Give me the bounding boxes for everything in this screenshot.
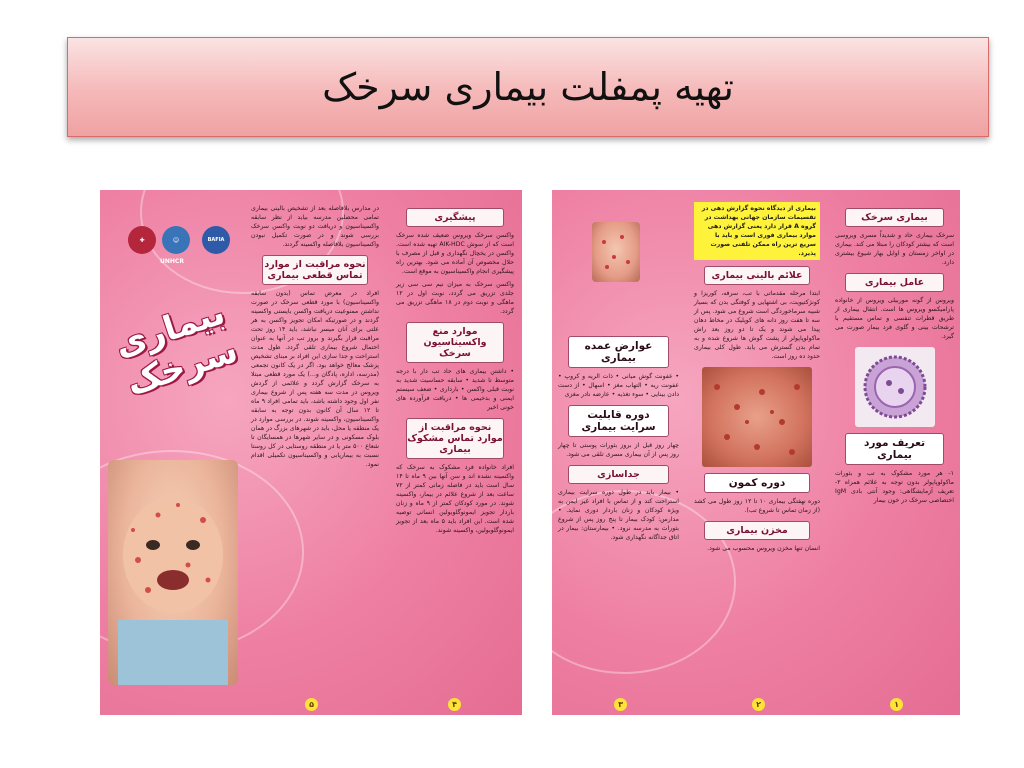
- disease-agent-heading: عامل بیماری: [845, 273, 945, 292]
- bafia-logo: BAFIA: [202, 226, 230, 254]
- contraindications-text: • داشتن بیماری های حاد تب دار با درجه متوسط تا شدید • سابقه حساسیت شدید به نوبت قبلی واکسن • بارداری • ضعف سیستم ایمنی و بدخیمی ها • دریافت فرآورده های خونی اخیر: [396, 368, 514, 411]
- complications-heading: عوارض عمده بیماری: [568, 336, 669, 368]
- measles-disease-text: سرخک بیماری حاد و شدیداً مسری ویروسی است که بیشتر کودکان را مبتلا می کند. بیماری در اواخر زمستان و اوایل بهار شیوع بیشتری دارد.: [835, 232, 954, 266]
- clinical-signs-heading: علائم بالینی بیماری: [704, 266, 809, 285]
- complications-text: • عفونت گوش میانی • ذات الریه و کروپ • عفونت ریه • التهاب مغز • اسهال • از دست دادن بینایی • سوء تغذیه • عارضه نادر مغزی: [558, 373, 679, 398]
- definite-contact-care-text: افراد در معرض تماس (بدون سابقه واکسیناسیون) با مورد قطعی سرخک در صورت نداشتن ممنوعیت دریافت واکسن بایستی واکسینه گردند و در صورتیکه امکان تجویز واکسن به هر علتی برای آنان میسر نباشد، باید ۱۴ روز تحت مراقبت قرار بگیرند و بروز تب در آنها به عنوان احتمال شروع بیماری تلقی گردد. طول مدت استراحت و جدا سازی این افراد بر مبنای تشخیص پزشک معالج خواهد بود. اگر در یک کانون تجمعی (مدرسه، اداره، پادگان و...) یک مورد قطعی مبتلا به سرخک گزارش گردد و علائمی از گردش ویروس در مدت سه هفته پس از شروع بیماری نفر اول وجود داشته باشد، باید تمامی افراد ۹ ماه تا ۱۲ سال آن کانون بدون توجه به سابقه واکسیناسیون، واکسینه شوند. در بررسی موارد در یک منطقه یا محل، باید در شهرهای بزرگ در همان بلوک مسکونی و در سایر شهرها در همسایگان تا شعاع ۵۰۰ متر یا در منطقه روستایی در کل روستا نسبت به بیماریابی و واکسیناسیون تکمیلی اقدام نمود.: [251, 290, 379, 468]
- reservoir-heading: مخزن بیماری: [704, 521, 809, 540]
- suspected-contact-care-heading: نحوه مراقبت از موارد تماس مشکوک بیماری: [406, 418, 505, 459]
- incubation-text: دوره نهفتگی بیماری ۱۰ تا ۱۲ روز طول می کشد (از زمان تماس تا شروع تب).: [694, 498, 821, 514]
- slide-title-bar: [67, 37, 989, 137]
- page-number-3: ۳: [614, 698, 627, 711]
- contagious-period-heading: دوره قابلیت سرایت بیماری: [568, 405, 669, 437]
- child-with-rash-photo: [592, 222, 640, 282]
- unhcr-label: UNHCR: [160, 258, 184, 265]
- page-number-4: ۴: [448, 698, 461, 711]
- page-number-5: ۵: [305, 698, 318, 711]
- rash-pattern-illustration: [702, 367, 812, 467]
- cover-title: بیماری سرخک: [109, 292, 243, 404]
- outside-right-panel: [390, 198, 520, 707]
- measles-disease-heading: بیماری سرخک: [845, 208, 945, 227]
- isolation-heading: جداسازی: [568, 465, 669, 484]
- inside-right-panel: [829, 198, 960, 707]
- prevention-heading: پیشگیری: [406, 208, 505, 227]
- reservoir-text: انسان تنها مخزن ویروس محسوب می شود.: [707, 545, 820, 552]
- ministry-logo: ✚: [128, 226, 156, 254]
- unicef-logo: ☺: [162, 226, 190, 254]
- virus-microscope-image: [855, 347, 935, 427]
- prevention-text: واکسن سرخک ویروس ضعیف شده سرخک است که از سوش AIK-HDC تهیه شده است. واکسن در یخچال نگهداری و قبل از مصرف با حلال مخصوص آن آماده می شود. بهترین راه پیشگیری انجام واکسیناسیون به موقع است.: [396, 232, 514, 275]
- outside-middle-panel: [245, 198, 385, 707]
- reporting-highlight: بیماری از دیدگاه نحوه گزارش دهی در تقسیمات سازمان جهانی بهداشت در گروه A قرار دارد یعنی گزارش دهی موارد بیماری فوری است و باید با سریع ترین راه ممکن تلفنی صورت پذیرد.: [694, 202, 820, 260]
- incubation-heading: دوره کمون: [704, 473, 809, 493]
- vaccine-dose-text: واکسن سرخک به میزان نیم سی سی زیر جلدی تزریق می گردد، نوبت اول در ۱۲ ماهگی و نوبت دوم در ۱۸ ماهگی تزریق می گردد.: [396, 281, 514, 315]
- rash-body-photo: [702, 367, 812, 467]
- case-definition-text: ۱- هر مورد مشکوک به تب و بثورات ماکولوپاپولر بدون توجه به علائم همراه ۲- تعریف آزمایشگاهی: وجود آنتی بادی IgM اختصاصی سرخک در خون بیمار: [835, 470, 954, 504]
- virus-illustration: [855, 347, 935, 427]
- inside-left-panel: [552, 198, 685, 707]
- pamphlet-outside: [100, 190, 522, 715]
- suspected-contact-care-text: افراد خانواده فرد مشکوک به سرخک که واکسینه نشده اند و سن آنها بین ۹ ماه تا ۱۴ سال است باید در فاصله زمانی کمتر از ۷۲ ساعت بعد از شروع علائم در بیمار، واکسینه شوند. در مورد کودکان کمتر از ۹ ماه و زنان باردار تجویز ایمونوگلوبولین انسانی توصیه شده است. این افراد باید ۵ ماه بعد از تجویز ایمونوگلوبولین، واکسینه شوند.: [396, 464, 514, 534]
- school-vaccination-text: در مدارس بلافاصله بعد از تشخیص بالینی بیماری تمامی محصلین مدرسه بیاید از نظر سابقه واکسیناسیون و دریافت دو نوبت واکسن سرخک بررسی شوند و در صورت تکمیل نبودن واکسیناسیون بلافاصله واکسینه گردند.: [251, 205, 379, 248]
- contraindications-heading: موارد منع واکسیناسیون سرخک: [406, 322, 505, 363]
- page-number-2: ۲: [752, 698, 765, 711]
- page-number-1: ۱: [890, 698, 903, 711]
- cover-panel: [100, 198, 245, 707]
- case-definition-heading: تعریف مورد بیماری: [845, 433, 945, 465]
- slide-title: تهیه پمفلت بیماری سرخک: [322, 65, 734, 109]
- inside-middle-panel: [688, 198, 826, 707]
- baby-with-measles-photo: [108, 460, 238, 685]
- child-rash-illustration: [592, 222, 640, 282]
- contagious-period-text: چهار روز قبل از بروز بثورات پوستی تا چهار روز پس از آن بیماری مسری تلقی می شود.: [558, 442, 679, 458]
- pamphlet-inside: [552, 190, 960, 715]
- definite-contact-care-heading: نحوه مراقبت از موارد تماس قطعی بیماری: [262, 255, 369, 285]
- baby-face-illustration: [108, 460, 238, 685]
- disease-agent-text: ویروس از گونه موربیلی ویروس از خانواده پارامیکسو ویروس ها است. انتقال بیماری از طریق قطرات تنفسی و تماس مستقیم با ترشحات بینی و گلوی فرد بیمار صورت می گیرد.: [835, 297, 954, 340]
- isolation-text: • بیمار باید در طول دوره سرایت بیماری استراحت کند و از تماس با افراد غیر ایمن به ویژه کودکان و زنان باردار دوری نماید. • مدارس: کودک بیمار تا پنج روز پس از شروع بثورات به مدرسه نرود. • بیمارستان: بیمار در اتاق جداگانه نگهداری شود.: [558, 489, 679, 541]
- clinical-signs-text: ابتدا مرحله مقدماتی با تب، سرفه، کوریزا و کونژکتیویت، بی اشتهایی و کوفتگی بدن که بسیار شبیه سرماخوردگی است شروع می شود. پس از سه تا هفت روز دانه های کوپلیک در مخاط دهان پیدا می شوند و یک تا دو روز بعد راش ماکولوپاپولر از پشت گوش ها شروع شده و به تمام بدن گسترش می یابد. طول کلی بیماری حدود ده روز است.: [694, 290, 820, 360]
